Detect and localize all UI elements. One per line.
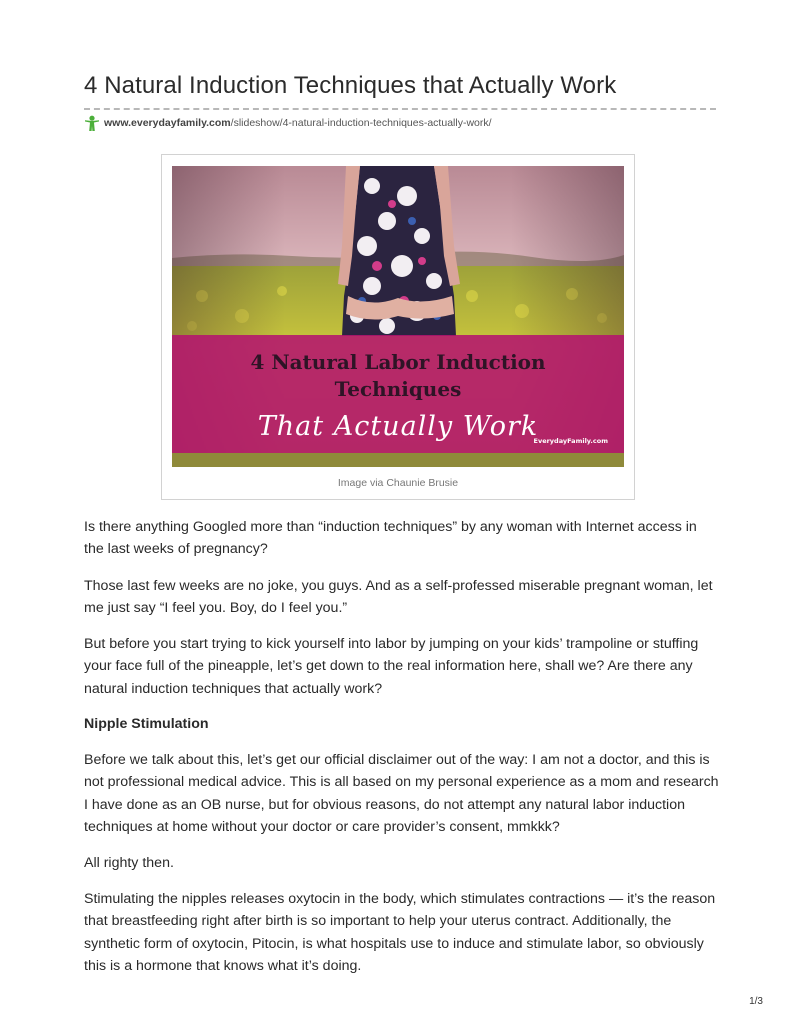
hero-image: [172, 166, 624, 467]
banner-subtitle: That Actually Work: [257, 411, 539, 442]
image-watermark: EverydayFamily.com: [533, 437, 608, 445]
paragraph-4: Before we talk about this, let’s get our official disclaimer out of the way: I am not a doctor, and this is not professional medical advice. This is all based on my personal experience as a mom and research I have done as an OB nurse, but for obvious reasons, do not attempt any natural labor induction techniques at home without your doctor or care provider’s consent, mmkkk?: [84, 752, 719, 835]
paragraph-2: Those last few weeks are no joke, you guys. And as a self-professed miserable pregnant woman, let me just say “I feel you. Boy, do I feel you.”: [84, 578, 713, 617]
paragraph-3: But before you start trying to kick yourself into labor by jumping on your kids’ trampoline or stuffing your face full of the pineapple, let’s get down to the real information here, shall we? Are there any natural induction techniques that actually work?: [84, 636, 699, 697]
source-path: /slideshow/4-natural-induction-techniques-actually-work/: [230, 117, 492, 129]
figure-caption: Image via Chaunie Brusie: [337, 477, 459, 489]
title-banner: [172, 335, 624, 453]
title-divider: [84, 108, 716, 110]
banner-headline-line1: 4 Natural Labor Induction: [250, 350, 546, 374]
article-title: 4 Natural Induction Techniques that Actually Work: [84, 72, 617, 99]
source-domain: www.everydayfamily.com: [104, 117, 231, 129]
person-icon: [84, 115, 100, 132]
paragraph-1: Is there anything Googled more than “induction techniques” by any woman with Internet access in the last weeks of pregnancy?: [84, 519, 697, 558]
source-url[interactable]: [84, 114, 492, 132]
section-heading-nipple-stimulation: Nipple Stimulation: [84, 716, 209, 732]
paragraph-6: Stimulating the nipples releases oxytocin in the body, which stimulates contractions — it’s the reason that breastfeeding right after birth is so important to help your uterus contract. Additionally, the synthetic form of oxytocin, Pitocin, is what hospitals use to induce and stimulate labor, so obviously this is a hormone that knows what it’s doing.: [84, 891, 716, 974]
paragraph-5: All righty then.: [84, 855, 174, 871]
article-figure: [161, 154, 635, 500]
banner-headline-line2: Techniques: [334, 377, 462, 401]
page-number: 1/3: [749, 996, 763, 1007]
